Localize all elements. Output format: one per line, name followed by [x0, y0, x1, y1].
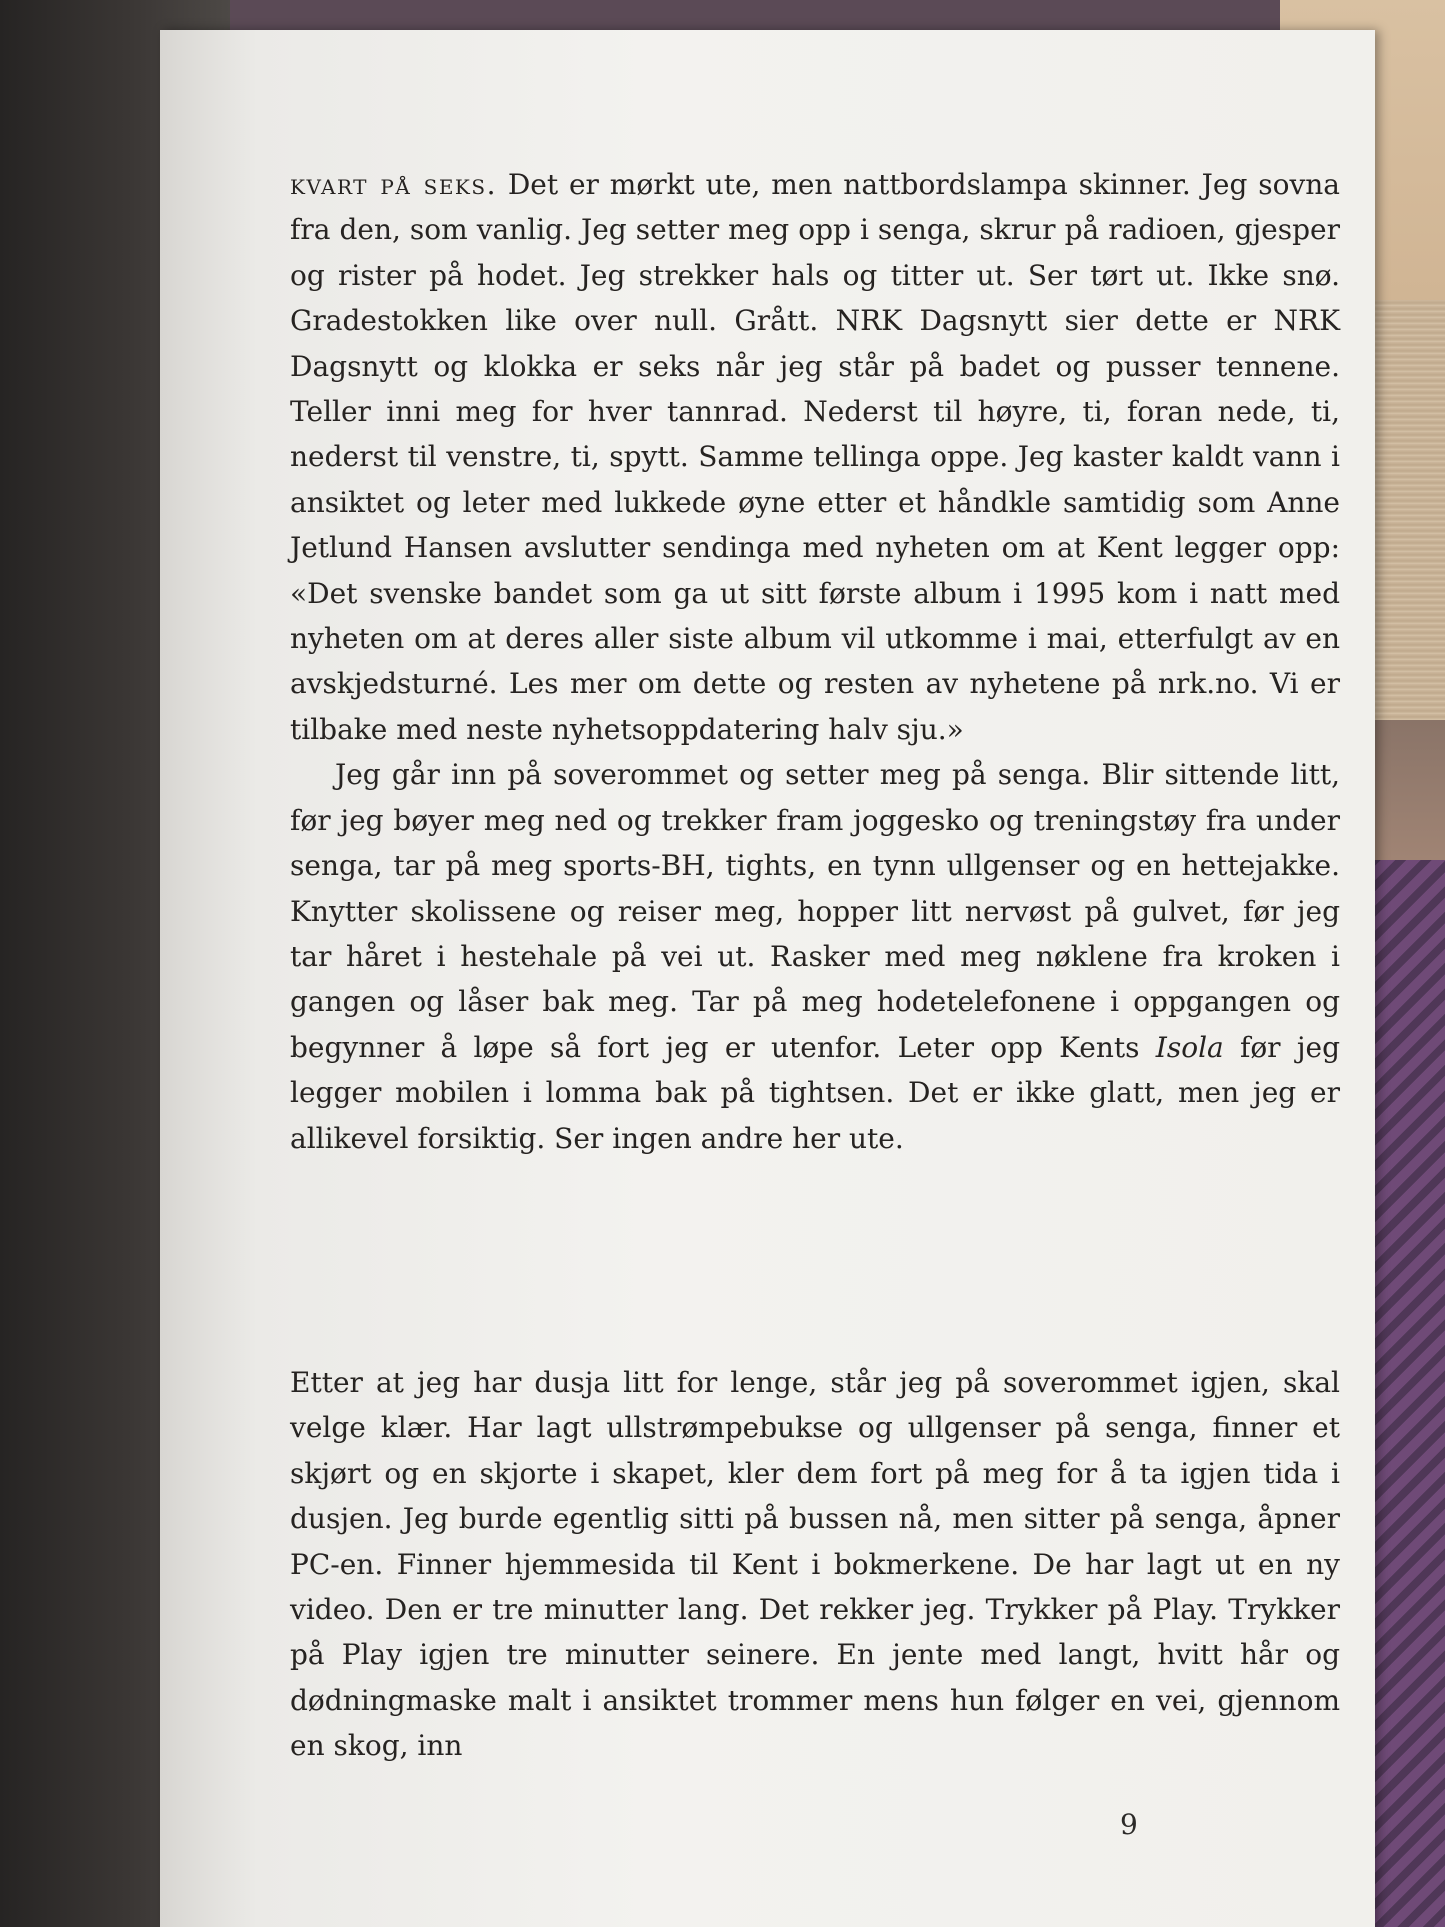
book-page: [160, 30, 1375, 1927]
paragraph-1: [290, 162, 1340, 752]
album-title-italic: Isola: [1155, 1030, 1224, 1064]
paragraph-2: [290, 752, 1340, 1161]
paragraph-1-text: Det er mørkt ute, men nattbordslampa skinner. Jeg sovna fra den, som vanlig. Jeg setter meg opp i senga, skrur på radioen, gjesper og rister på hodet. Jeg strekker hals og titter ut. Ser tørt ut. Ikke snø. Gradestokken like over null. Grått. NRK Dagsnytt sier dette er NRK Dagsnytt og klokka er seks når jeg står på badet og pusser tennene. Teller inni meg for hver tannrad. Nederst til høyre, ti, foran nede, ti, nederst til venstre, ti, spytt. Samme tellinga oppe. Jeg kaster kaldt vann i ansiktet og leter med lukkede øyne etter et håndkle samtidig som Anne Jetlund Hansen avslutter sendinga med nyheten om at Kent legger opp: «Det svenske bandet som ga ut sitt første album i 1995 kom i natt med nyheten om at deres aller siste album vil utkomme i mai, etterfulgt av en avskjedsturné. Les mer om dette og resten av nyhetene på nrk.no. Vi er tilbake med neste nyhetsoppdatering halv sju.»: [290, 168, 1340, 746]
text-section-2: [290, 1360, 1340, 1769]
text-section-1: [290, 162, 1340, 1161]
page-number: 9: [1120, 1808, 1138, 1841]
paragraph-3: Etter at jeg har dusja litt for lenge, står jeg på soverommet igjen, skal velge klær. Har lagt ullstrømpebukse og ullgenser på senga, finner et skjørt og en skjorte i skapet, kler dem fort på meg for å ta igjen tida i dusjen. Jeg burde egentlig sitti på bussen nå, men sitter på senga, åpner PC-en. Finner hjemmesida til Kent i bokmerkene. De har lagt ut en ny video. Den er tre minutter lang. Det rekker jeg. Trykker på Play. Trykker på Play igjen tre minutter seinere. En jente med langt, hvitt hår og dødningmaske malt i ansiktet trommer mens hun følger en vei, gjennom en skog, inn: [290, 1366, 1340, 1763]
paragraph-2-text-after: før jeg legger mobilen i lomma bak på tightsen. Det er ikke glatt, men jeg er allikevel forsiktig. Ser ingen andre her ute.: [290, 1030, 1340, 1155]
paragraph-2-text-before: Jeg går inn på soverommet og setter meg på senga. Blir sittende litt, før jeg bøyer meg ned og trekker fram joggesko og treningstøy fra under senga, tar på meg sports-BH, tights, en tynn ullgenser og en hettejakke. Knytter skolissene og reiser meg, hopper litt nervøst på gulvet, før jeg tar håret i hestehale på vei ut. Rasker med meg nøklene fra kroken i gangen og låser bak meg. Tar på meg hodetelefonene i oppgangen og begynner å løpe så fort jeg er utenfor. Leter opp Kents: [290, 758, 1340, 1064]
chapter-lead-smallcaps: kvart på seks.: [290, 168, 497, 201]
